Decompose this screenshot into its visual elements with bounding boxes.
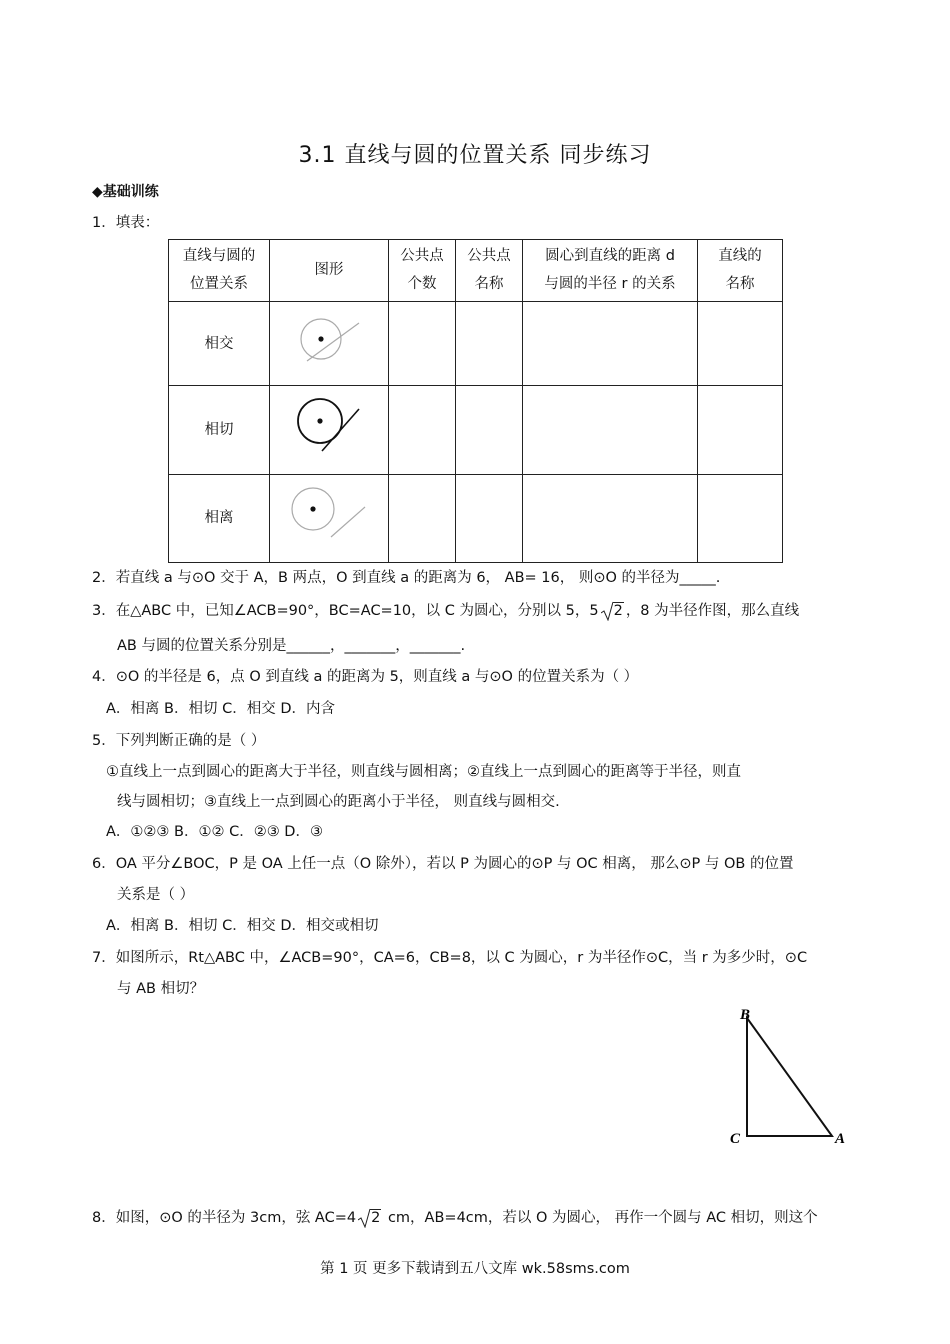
- question-3: 3．在△ABC 中，已知∠ACB=90°，BC=AC=10，以 C 为圆心，分别以 5，5 2 ，8 为半径作图，那么直线: [92, 603, 800, 619]
- table-cell: [523, 474, 698, 562]
- table-cell: [523, 386, 698, 474]
- question-6: 6．OA 平分∠BOC，P 是 OA 上任一点（O 除外），若以 P 为圆心的⊙P 与 OC 相离， 那么⊙P 与 OB 的位置: [92, 856, 794, 872]
- table-cell: [698, 386, 783, 474]
- question-1: 1．填表：: [92, 215, 160, 231]
- question-7: 7．如图所示，Rt△ABC 中，∠ACB=90°，CA=6，CB=8，以 C 为圆心，r 为半径作⊙C，当 r 为多少时，⊙C: [92, 950, 808, 966]
- question-5-line2: 线与圆相切；③直线上一点到圆心的距离小于半径， 则直线与圆相交.: [117, 794, 560, 810]
- table-row: [169, 474, 783, 562]
- right-triangle-figure: [726, 1004, 856, 1154]
- table-cell: [456, 474, 523, 562]
- question-3-line2: AB 与圆的位置关系分别是______，_______，_______.: [117, 638, 466, 654]
- sqrt-symbol: 2: [358, 1210, 381, 1226]
- table-cell: [698, 302, 783, 386]
- table-cell: [698, 474, 783, 562]
- relation-cell: 相离: [169, 474, 270, 562]
- table-header: 图形: [270, 240, 389, 302]
- table-header: 直线的 名称: [698, 240, 783, 302]
- table-cell: [523, 302, 698, 386]
- figure-cell: [270, 474, 389, 562]
- table-cell: [389, 474, 456, 562]
- question-4: 4．⊙O 的半径是 6，点 O 到直线 a 的距离为 5，则直线 a 与⊙O 的位置关系为（ ）: [92, 669, 639, 685]
- figure-cell: [270, 386, 389, 474]
- question-2: 2．若直线 a 与⊙O 交于 A，B 两点，O 到直线 a 的距离为 6， AB= 16， 则⊙O 的半径为_____.: [92, 570, 721, 586]
- question-5-line1: ①直线上一点到圆心的距离大于半径，则直线与圆相离；②直线上一点到圆心的距离等于半径，则直: [106, 764, 741, 780]
- relation-cell: 相切: [169, 386, 270, 474]
- question-5: 5．下列判断正确的是（ ）: [92, 733, 266, 749]
- question-7-line2: 与 AB 相切？: [117, 981, 205, 997]
- table-cell: [456, 302, 523, 386]
- section-heading: ◆基础训练: [92, 184, 159, 200]
- table-header: 圆心到直线的距离 d 与圆的半径 r 的关系: [523, 240, 698, 302]
- tangent-figure: [289, 393, 369, 457]
- table-cell: [456, 386, 523, 474]
- question-5-options: A．①②③ B．①② C．②③ D．③: [106, 824, 323, 840]
- table-header: 直线与圆的 位置关系: [169, 240, 270, 302]
- separate-figure: [287, 481, 371, 545]
- table-header: 公共点 个数: [389, 240, 456, 302]
- sqrt-symbol: 2: [601, 603, 624, 619]
- intersect-figure: [289, 309, 369, 369]
- table-row: [169, 386, 783, 474]
- page-title: 3.1 直线与圆的位置关系 同步练习: [298, 143, 652, 168]
- question-6-options: A．相离 B．相切 C．相交 D．相交或相切: [106, 918, 379, 934]
- table-cell: [389, 386, 456, 474]
- figure-cell: [270, 302, 389, 386]
- table-header: 公共点 名称: [456, 240, 523, 302]
- vertex-label-b: B: [740, 1007, 751, 1023]
- vertex-label-a: A: [835, 1131, 846, 1147]
- page-footer: 第 1 页 更多下载请到五八文库 wk.58sms.com: [320, 1261, 630, 1277]
- fill-in-table: [168, 239, 783, 563]
- table-header-row: [169, 240, 783, 302]
- question-8: 8．如图，⊙O 的半径为 3cm，弦 AC=4 2 cm，AB=4cm，若以 O 为圆心， 再作一个圆与 AC 相切，则这个: [92, 1210, 818, 1226]
- question-4-options: A．相离 B．相切 C．相交 D．内含: [106, 701, 335, 717]
- table-row: [169, 302, 783, 386]
- table-cell: [389, 302, 456, 386]
- question-6-line2: 关系是（ ）: [117, 887, 195, 903]
- relation-cell: 相交: [169, 302, 270, 386]
- vertex-label-c: C: [730, 1131, 741, 1147]
